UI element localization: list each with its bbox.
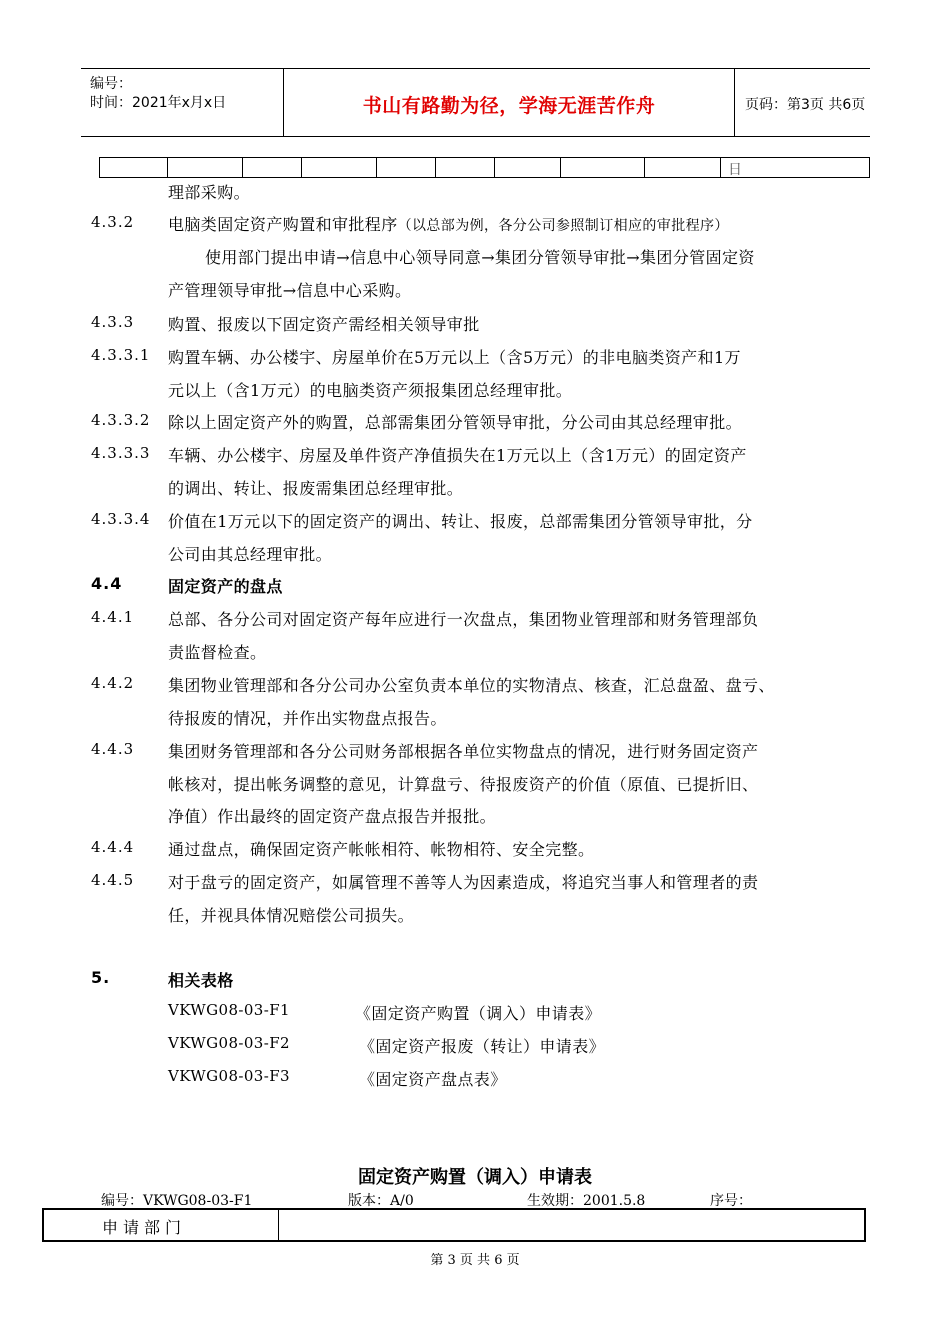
paragraph-line: 总部、各分公司对固定资产每年应进行一次盘点，集团物业管理部和财务管理部负 (168, 610, 759, 629)
paragraph-line: 产管理领导审批→信息中心采购。 (168, 281, 412, 300)
paragraph-line: 责监督检查。 (168, 643, 267, 662)
form-meta-version: 版本：A/0 (348, 1193, 414, 1209)
header-page: 页码：第3页 共6页 (745, 97, 866, 113)
header-motto: 书山有路勤为径，学海无涯苦作舟 (362, 95, 656, 117)
section-heading: 固定资产的盘点 (168, 577, 283, 596)
paragraph-line: 理部采购。 (168, 183, 251, 202)
paragraph-line: 价值在1万元以下的固定资产的调出、转让、报废，总部需集团分管领导审批，分 (168, 512, 753, 531)
paragraph-line: 公司由其总经理审批。 (168, 545, 333, 564)
table-row-fragment (99, 157, 870, 178)
form-name: 《固定资产盘点表》 (359, 1070, 507, 1089)
section-number: 4.4.2 (91, 674, 135, 692)
paragraph-line: 除以上固定资产外的购置，总部需集团分管领导审批，分公司由其总经理审批。 (168, 413, 743, 432)
paragraph-line: 集团物业管理部和各分公司办公室负责本单位的实物清点、核查，汇总盘盈、盘亏、 (168, 676, 775, 695)
section-number: 4.4.3 (91, 740, 135, 758)
section-number: 4.4 (91, 574, 123, 593)
paragraph-line: 元以上（含1万元）的电脑类资产须报集团总经理审批。 (168, 381, 573, 400)
form-code: VKWG08-03-F3 (168, 1067, 290, 1085)
section-heading: 相关表格 (168, 971, 234, 990)
section-number: 4.4.1 (91, 608, 135, 626)
header-time: 时间：2021年x月x日 (90, 95, 227, 111)
form-name: 《固定资产报废（转让）申请表》 (359, 1037, 606, 1056)
form-table (42, 1208, 866, 1242)
document-header (81, 68, 870, 137)
page-footer: 第 3 页 共 6 页 (430, 1253, 520, 1268)
table-cell-day: 日 (728, 162, 742, 178)
form-meta-seq: 序号： (710, 1193, 752, 1209)
form-dept-label: 申请部门 (102, 1218, 187, 1237)
paragraph-line: 通过盘点，确保固定资产帐帐相符、帐物相符、安全完整。 (168, 840, 595, 859)
header-motto-cell (284, 69, 735, 136)
form-meta-effective: 生效期：2001.5.8 (527, 1193, 646, 1209)
section-number: 4.3.3 (91, 313, 135, 331)
paragraph-line: 的调出、转让、报废需集团总经理审批。 (168, 479, 464, 498)
form-name: 《固定资产购置（调入）申请表》 (355, 1004, 602, 1023)
paragraph-line: 集团财务管理部和各分公司财务部根据各单位实物盘点的情况，进行财务固定资产 (168, 742, 759, 761)
paragraph-line: 任，并视具体情况赔偿公司损失。 (168, 906, 415, 925)
form-title: 固定资产购置（调入）申请表 (358, 1167, 592, 1188)
section-number: 4.3.3.1 (91, 346, 151, 364)
section-number: 4.3.2 (91, 213, 135, 231)
section-title (168, 212, 729, 235)
section-number: 4.3.3.3 (91, 444, 151, 462)
paragraph-line: 购置车辆、办公楼宇、房屋单价在5万元以上（含5万元）的非电脑类资产和1万 (168, 348, 741, 367)
header-number: 编号： (90, 76, 132, 92)
form-code: VKWG08-03-F2 (168, 1034, 290, 1052)
section-note: （以总部为例，各分公司参照制订相应的审批程序） (397, 218, 729, 234)
section-number: 4.3.3.2 (91, 411, 151, 429)
section-title-text: 电脑类固定资产购置和审批程序 (168, 215, 398, 234)
section-number: 4.4.4 (91, 838, 135, 856)
section-number: 4.4.5 (91, 871, 135, 889)
paragraph-line: 使用部门提出申请→信息中心领导同意→集团分管领导审批→集团分管固定资 (205, 248, 755, 267)
form-code: VKWG08-03-F1 (168, 1001, 290, 1019)
paragraph-line: 购置、报废以下固定资产需经相关领导审批 (168, 315, 480, 334)
section-number: 4.3.3.4 (91, 510, 151, 528)
paragraph-line: 车辆、办公楼宇、房屋及单件资产净值损失在1万元以上（含1万元）的固定资产 (168, 446, 747, 465)
header-meta-cell (81, 69, 284, 136)
paragraph-line: 待报废的情况，并作出实物盘点报告。 (168, 709, 447, 728)
paragraph-line: 对于盘亏的固定资产，如属管理不善等人为因素造成，将追究当事人和管理者的责 (168, 873, 759, 892)
paragraph-line: 净值）作出最终的固定资产盘点报告并报批。 (168, 807, 497, 826)
form-meta-code: 编号：VKWG08-03-F1 (101, 1193, 253, 1209)
section-number: 5. (91, 968, 111, 987)
header-page-cell (735, 69, 870, 136)
paragraph-line: 帐核对，提出帐务调整的意见，计算盘亏、待报废资产的价值（原值、已提折旧、 (168, 775, 759, 794)
